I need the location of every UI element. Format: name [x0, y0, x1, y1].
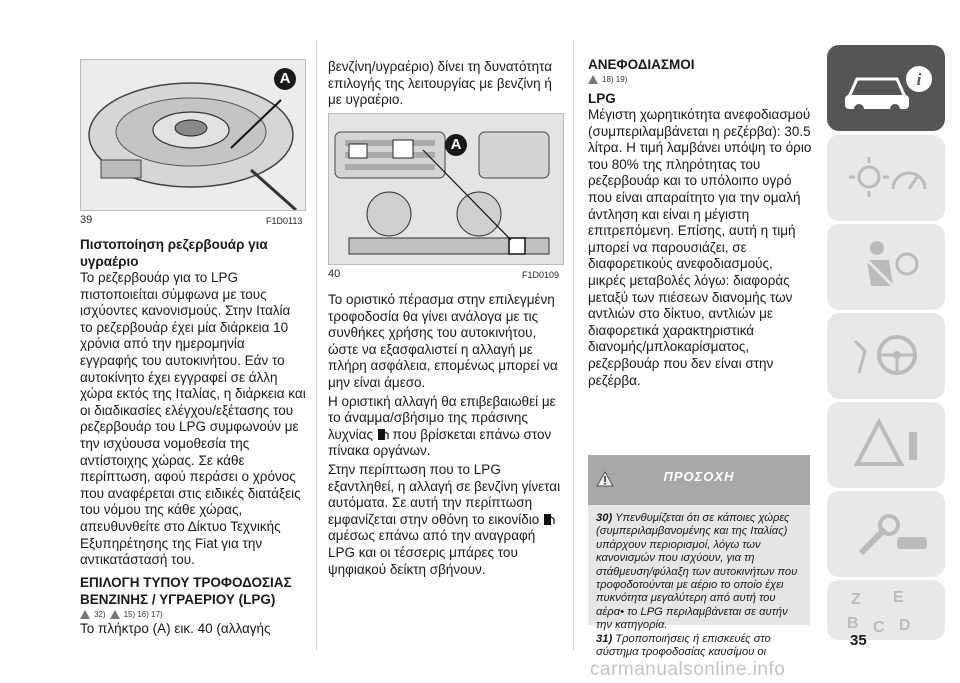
- svg-text:D: D: [899, 617, 911, 634]
- wrench-car-icon: [827, 491, 945, 577]
- warning-triangle-icon: [80, 610, 90, 619]
- sidebar-tab-car-info[interactable]: [827, 45, 945, 131]
- paragraph: Το ρεζερβουάρ για το LPG πιστοποιείται σύμφωνα με τους ισχύοντες κανονισμούς. Στην Ιταλία το ρεζερβουάρ έχει μία διάρκεια 10 χρόνια από την ημερομηνία εγγραφής του αυτοκινήτου. Εάν το αυτοκίνητο έχει εγγραφεί σε άλλη χώρα εκτός της Ιταλίας, η διάρκεια και οι διαδικασίες ελέγχου/εξέτασης του ρεζερβουάρ του LPG συμφωνούν με την ισχύουσα νομοθεσία της αντίστοιχης χώρας. Σε κάθε περίπτωση, αφού περάσει ο χρόνος που αναφέρεται στις ειδικές διατάξεις του νόμου της κάθε χώρας, απευθυνθείτε στο Δίκτυο Τεχνικής Εξυπηρέτησης της Fiat για την αντικατάστασή του.: [80, 270, 306, 568]
- sidebar-tab-driving[interactable]: [827, 313, 945, 399]
- warning-triangle-icon: [588, 75, 598, 84]
- car-info-icon: [827, 45, 945, 131]
- section-heading: LPG: [588, 91, 616, 106]
- reference-text: 18) 19): [602, 75, 628, 84]
- page-number: 35: [850, 632, 867, 649]
- watermark: carmanualsonline.info: [590, 659, 786, 680]
- paragraph-lpg-light: [328, 394, 564, 460]
- warning-triangle-icon: [827, 402, 945, 488]
- reference-text: 32): [94, 609, 106, 619]
- reference-markers: [588, 75, 812, 84]
- section-heading: ΑΝΕΦΟΔΙΑΣΜΟΙ: [588, 57, 695, 72]
- paragraph-text: αμέσως επάνω από την αναγραφή LPG και οι τέσσερις μπάρες του ψηφιακού δείκτη σβήνουν.: [328, 528, 536, 577]
- dashboard-lights-icon: [827, 135, 945, 221]
- index-letters-icon: [827, 580, 945, 640]
- svg-text:i: i: [916, 70, 922, 89]
- section-heading: Πιστοποίηση ρεζερβουάρ για υγραέριο: [80, 237, 268, 269]
- paragraph: Μέγιστη χωρητικότητα ανεφοδιασμού (συμπεριλαμβάνεται η ρεζέρβα): 30.5 λίτρα. Η τιμή λαμβάνει υπόψη το όριο του 80% της πληρότητας του ρεζερβουάρ και το υπόλοιπο υγρό που είναι απαραίτητο για την ομαλή άντληση και είναι η μέγιστη επιτρεπόμενη. Επίσης, αυτή η τιμή μπορεί να παρουσιάζει, σε διαφορετικούς ανεφοδιασμούς, μικρές μεταβολές λόγω: διαφοράς μεταξύ των πιέσεων διανομής των αντλιών στο δίκτυο, αντλιών με διαφορετικά χαρακτηριστικά διανομής/μπλοκαρίσματος, ρεζερβουάρ που δεν είναι στην ρεζέρβα.: [588, 107, 812, 388]
- caution-title: ΠΡΟΣΟΧΗ: [663, 469, 735, 484]
- caution-item: [596, 512, 802, 633]
- paragraph: Το οριστικό πέρασμα στην επιλεγμένη τροφοδοσία θα γίνει ανάλογα με τις συνθήκες χρήσης του αυτοκινήτου, ώστε να εξασφαλιστεί η αλλαγή με πλήρη ασφάλεια, επομένως μπορεί να μην είναι άμεσο.: [328, 292, 558, 390]
- svg-text:C: C: [873, 619, 885, 636]
- column-divider: [316, 40, 317, 650]
- reference-markers: [80, 610, 306, 619]
- figure-code: F1D0113: [266, 216, 303, 226]
- figure-callout-a: A: [445, 134, 467, 156]
- figure-39-lpg-tank: [80, 59, 306, 211]
- lpg-pump-icon: [377, 428, 389, 441]
- figure-40-dashboard-button: [328, 113, 564, 265]
- figure-number: 39: [80, 214, 93, 226]
- sidebar-tab-safety[interactable]: [827, 224, 945, 310]
- paragraph-text: Η οριστική αλλαγή θα επιβεβαιωθεί με το άναμμα/σβήσιμο της πράσινης λυχνίας: [328, 393, 556, 442]
- caution-item-text: Υπενθυμίζεται ότι σε κάποιες χώρες (συμπεριλαμβανομένης και της Ιταλίας) υπάρχουν περιορισμοί, λόγω των κανονισμών που ισχύουν, για τη στάθμευση/φύλαξη των αυτοκινήτων που τροφοδοτούνται με αέριο το οποίο έχει πυκνότητα μεγαλύτερη από αυτή του αέρα• το LPG περιλαμβάνεται σε αυτήν την κατηγορία.: [596, 512, 798, 632]
- caution-item-number: 30): [596, 512, 613, 524]
- reference-text: 15) 16) 17): [123, 609, 163, 619]
- figure-callout-a: A: [274, 68, 296, 90]
- sidebar-tab-maintenance[interactable]: [827, 491, 945, 577]
- figure-code: F1D0109: [522, 270, 560, 280]
- caution-item-text: Τροποποιήσεις ή επισκευές στο σύστημα τροφοδοσίας καυσίμου οι: [596, 632, 771, 659]
- paragraph: βενζίνη/υγραέριο) δίνει τη δυνατότητα επιλογής της λειτουργίας με βενζίνη ή με υγραέριο.: [328, 59, 553, 108]
- column-divider: [573, 40, 574, 650]
- steering-wheel-icon: [827, 313, 945, 399]
- figure-number: 40: [328, 268, 341, 280]
- dashboard-illustration: [329, 114, 563, 264]
- caution-box: [588, 455, 810, 659]
- warning-triangle-icon: [110, 610, 120, 619]
- svg-text:Z: Z: [851, 591, 861, 608]
- caution-item-number: 31): [596, 632, 613, 645]
- svg-text:E: E: [893, 589, 904, 606]
- paragraph-text: Στην περίπτωση που το LPG εξαντληθεί, η αλλαγή σε βενζίνη γίνεται αυτόματα. Σε αυτή την περίπτωση εμφανίζεται στην οθόνη το εικονίδιο: [328, 461, 561, 527]
- caution-header: [588, 455, 810, 505]
- sidebar-tab-dashboard-lights[interactable]: [827, 135, 945, 221]
- caution-item: [596, 633, 802, 660]
- paragraph-lpg-empty: [328, 462, 564, 578]
- sidebar-tab-index[interactable]: [827, 580, 945, 640]
- seatbelt-airbag-icon: [827, 224, 945, 310]
- caution-body: [588, 505, 810, 659]
- svg-text:B: B: [847, 615, 859, 632]
- fuel-pump-icon: [543, 513, 555, 526]
- paragraph: Το πλήκτρο (A) εικ. 40 (αλλαγής: [80, 620, 271, 636]
- lpg-tank-illustration: [81, 60, 305, 210]
- paragraph-text: που βρίσκεται επάνω στον πίνακα οργάνων.: [328, 426, 552, 459]
- sidebar-tab-emergency[interactable]: [827, 402, 945, 488]
- section-heading: ΕΠΙΛΟΓΗ ΤΥΠΟΥ ΤΡΟΦΟΔΟΣΙΑΣ ΒΕΝΖΙΝΗΣ / ΥΓΡΑΕΡΙΟΥ (LPG): [80, 574, 292, 607]
